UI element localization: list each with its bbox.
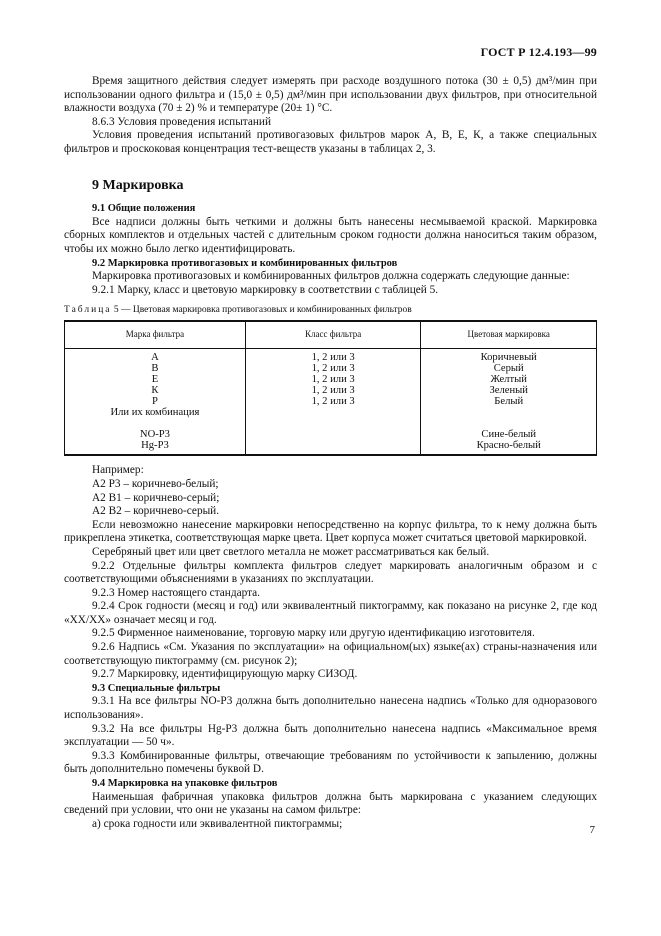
cell-line (248, 429, 419, 440)
paragraph: Серебряный цвет или цвет светлого металла не может рассматриваться как белый. (92, 545, 490, 558)
paragraph: Все надписи должны быть четкими и должны быть нанесены несмываемой краской. Маркировка сборных комплектов и отдельных частей с длительным сроком годности должна наноситься таким образом, чтобы их можно было легко идентифицировать. (64, 215, 597, 255)
cell-line: В (151, 362, 159, 374)
cell-line: Е (151, 373, 159, 385)
paragraph: 9.3.3 Комбинированные фильтры, отвечающие требованиям по устойчивости к запылению, должны быть дополнительно помечены буквой D. (64, 749, 597, 776)
cell-line: Или их комбинация (110, 406, 200, 418)
table-caption (64, 304, 597, 318)
cell-line (67, 418, 243, 429)
paragraph: 9.2.6 Надпись «См. Указания по эксплуатации» на официальном(ых) языке(ах) страны-назначения или соответствующую пиктограмму (см. рисунок 2); (64, 641, 597, 667)
table-header-cell: Цветовая маркировка (421, 321, 597, 348)
subsection-title: 9.4 Маркировка на упаковке фильтров (92, 778, 278, 789)
paragraph: 9.2.4 Срок годности (месяц и год) или эквивалентный пиктограмму, как показано на рисунке 2, где код «ХХ/ХХ» означает месяц и год. (64, 600, 597, 626)
example-item: А2 Р3 – коричнево-белый; (92, 477, 219, 490)
cell-line (248, 440, 419, 451)
cell-line: 1, 2 или 3 (311, 395, 355, 407)
table-header-row (65, 321, 597, 348)
cell-line (423, 418, 594, 429)
paragraph: 9.2.2 Отдельные фильтры комплекта фильтров следует маркировать аналогичным образом и с соответствующими объяснениями в указаниях по эксплуатации. (64, 559, 597, 586)
paragraph: Маркировка противогазовых и комбинированных фильтров должна содержать следующие данные: (92, 270, 570, 283)
examples-intro: Например: (92, 464, 144, 477)
table-cell-color-marking (421, 348, 597, 455)
subsection-title: 9.3 Специальные фильтры (92, 682, 221, 694)
table-caption-text: 5 — Цветовая маркировка противогазовых и комбинированных фильтров (113, 305, 412, 316)
cell-line (423, 407, 594, 418)
cell-line: Белый (494, 395, 524, 407)
cell-line: NO-P3 (139, 429, 170, 441)
cell-line: 1, 2 или 3 (311, 351, 355, 363)
table-caption-word: Таблица (64, 305, 112, 316)
cell-line: Р (151, 395, 158, 407)
paragraph: 9.2.3 Номер настоящего стандарта. (92, 586, 260, 599)
paragraph: 9.3.2 На все фильтры Hg-P3 должна быть дополнительно нанесена надпись «Максимальное время эксплуатации — 50 ч». (64, 722, 597, 749)
cell-line: Зеленый (489, 384, 528, 396)
document-body (64, 75, 597, 831)
cell-line: Желтый (490, 373, 527, 385)
paragraph: Если невозможно нанесение маркировки непосредственно на корпус фильтра, то к нему должна быть прикреплена этикетка, соответствующая марке цвета. Цвет корпуса может считаться цветовой маркировкой. (64, 518, 597, 545)
table-header-cell: Класс фильтра (245, 321, 421, 348)
cell-line: А (151, 351, 159, 363)
cell-line: Серый (493, 362, 524, 374)
standard-code-header: ГОСТ Р 12.4.193—99 (480, 45, 597, 59)
paragraph: 9.3.1 На все фильтры NO-P3 должна быть дополнительно нанесена надпись «Только для одноразового использования». (64, 695, 597, 722)
paragraph: Время защитного действия следует измерять при расходе воздушного потока (30 ± 0,5) дм³/мин при использовании одного фильтра и (15,0 ± 0,5) дм³/мин при использовании двух фильтров, при относительной влажности воздуха (70 ± 2) % и температуре (20± 1) °С. (64, 75, 597, 115)
cell-line: Сине-белый (481, 429, 537, 441)
paragraph: 9.2.5 Фирменное наименование, торговую марку или другую идентификацию изготовителя. (92, 627, 535, 640)
cell-line: Красно-белый (476, 440, 541, 452)
page-number: 7 (589, 824, 595, 836)
cell-line: Коричневый (480, 351, 537, 363)
cell-line: 1, 2 или 3 (311, 373, 355, 385)
table-header-cell: Марка фильтра (65, 321, 246, 348)
paragraph: 9.2.7 Маркировку, идентифицирующую марку СИЗОД. (92, 668, 358, 681)
subsection-heading: 8.6.3 Условия проведения испытаний (92, 115, 272, 128)
table-row (65, 348, 597, 455)
cell-line (248, 407, 419, 418)
list-item: а) срока годности или эквивалентной пиктограммы; (92, 817, 343, 830)
table-cell-filter-mark (65, 348, 246, 455)
cell-line: Hg-P3 (141, 440, 169, 452)
example-item: А2 В1 – коричнево-серый; (92, 491, 220, 504)
cell-line: 1, 2 или 3 (311, 362, 355, 374)
paragraph: Условия проведения испытаний противогазовых фильтров марок А, В, Е, К, а также специальных фильтров и проскоковая концентрация тест-веществ указаны в таблицах 2, 3. (64, 129, 597, 155)
subsection-title: 9.1 Общие положения (92, 203, 196, 215)
paragraph: 9.2.1 Марку, класс и цветовую маркировку в соответствии с таблицей 5. (92, 283, 439, 296)
section-title: 9 Маркировка (92, 177, 184, 193)
cell-line: К (151, 384, 159, 396)
paragraph: Наименьшая фабричная упаковка фильтров должна быть маркирована с указанием следующих сведений при условии, что они не указаны на самом фильтре: (64, 790, 597, 817)
cell-line: 1, 2 или 3 (311, 384, 355, 396)
table-cell-filter-class (245, 348, 421, 455)
example-item: А2 В2 – коричнево-серый. (92, 505, 220, 518)
cell-line (248, 418, 419, 429)
subsection-title: 9.2 Маркировка противогазовых и комбинированных фильтров (92, 257, 398, 269)
color-marking-table (64, 320, 597, 456)
